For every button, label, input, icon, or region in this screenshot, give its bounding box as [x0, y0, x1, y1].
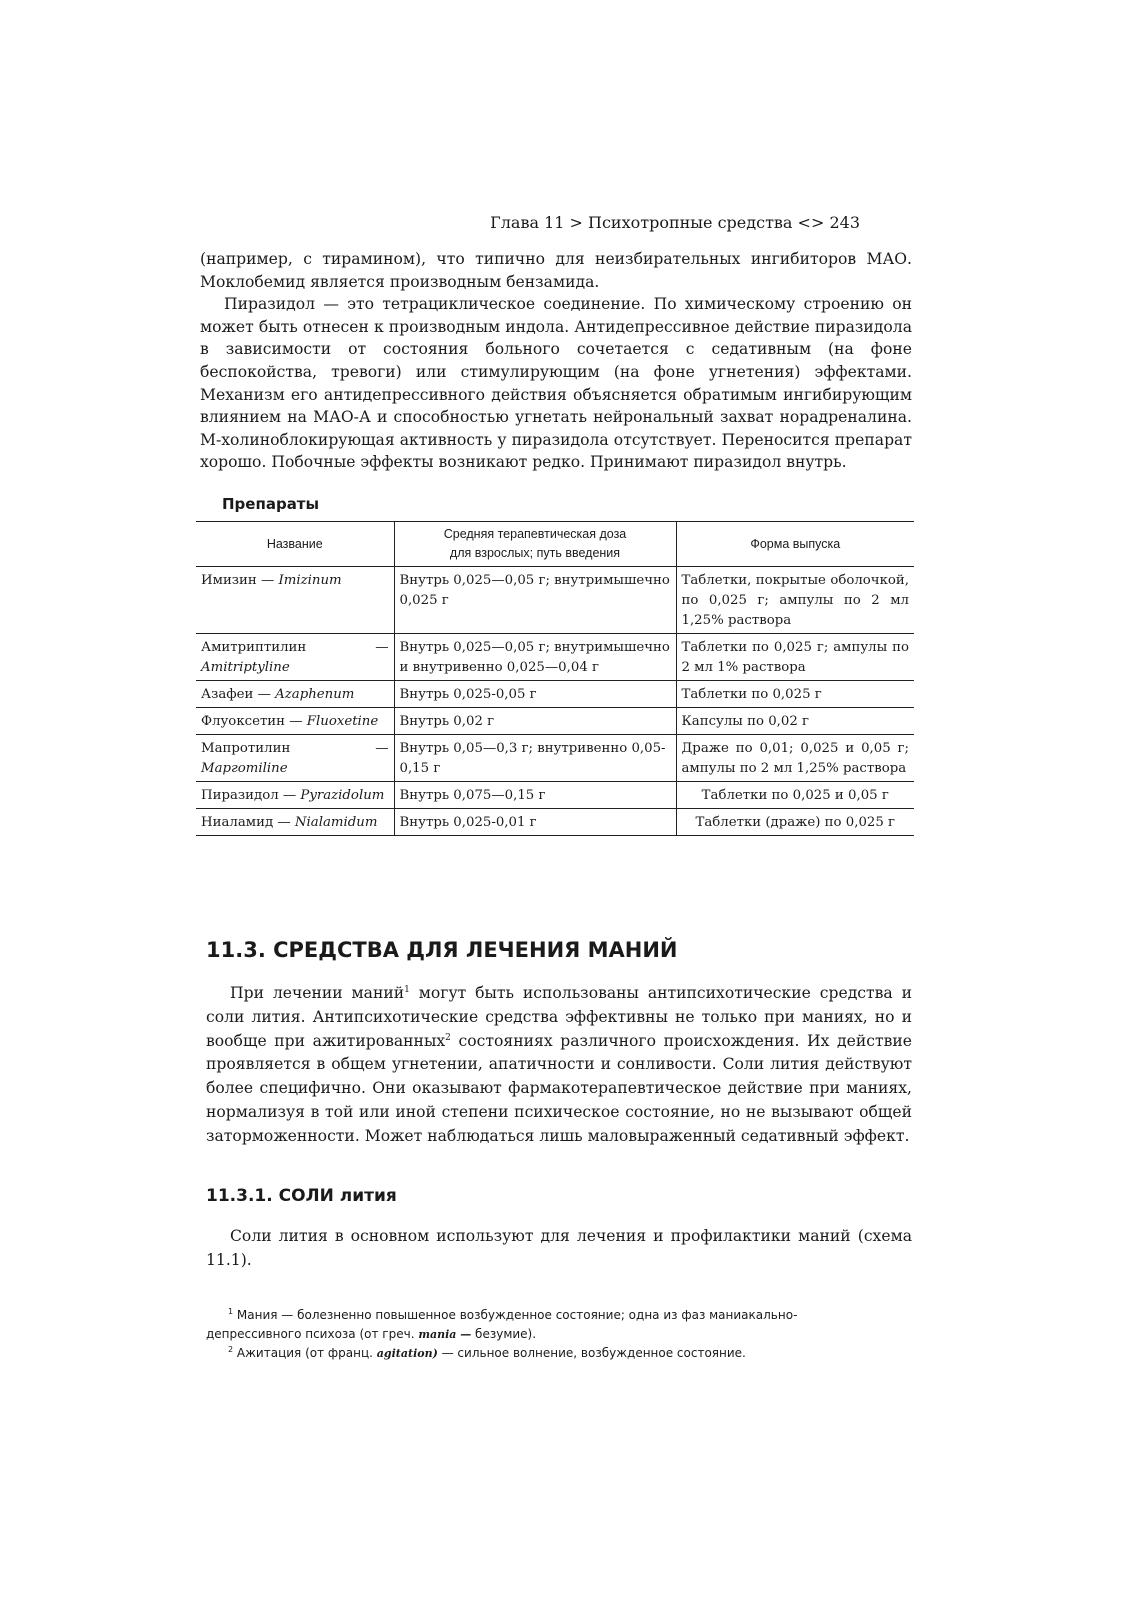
form-cell: Капсулы по 0,02 г [676, 708, 914, 735]
column-header-name: Название [196, 522, 394, 567]
table-row [196, 567, 914, 634]
form-cell: Таблетки (драже) по 0,025 г [676, 809, 914, 836]
dose-cell: Внутрь 0,02 г [394, 708, 676, 735]
table-row [196, 782, 914, 809]
paragraph: Пиразидол — это тетрациклическое соединение. По химическому строению он может быть отнесен к производным индола. Антидепрессивное действие пиразидола в зависимости от состояния больного сочетается с седативным (на фоне беспокойства, тревоги) или стимулирующим (на фоне угнетения) эффектами. Механизм его антидепрессивного действия объясняется обратимым ингибирующим влиянием на МАО-А и способностью угнетать нейрональный захват норадреналина. М-холиноблокирующая активность у пиразидола отсутствует. Переносится препарат хорошо. Побочные эффекты возникают редко. Принимают пиразидол внутрь. [200, 295, 912, 472]
paragraph: (например, с тирамином), что типично для неизбирательных ингибиторов МАО. Моклобемид является производным бензамида. [200, 250, 912, 291]
table-header-row [196, 522, 914, 567]
paragraph: Соли лития в основном используют для лечения и профилактики маний (схема 11.1). [206, 1227, 912, 1269]
table-row [196, 735, 914, 782]
dose-cell: Внутрь 0,025—0,05 г; внутримышечно и внутривенно 0,025—0,04 г [394, 634, 676, 681]
footnotes [206, 1306, 886, 1363]
form-cell: Таблетки, покрытые оболочкой, по 0,025 г; ампулы по 2 мл 1,25% раствора [676, 567, 914, 634]
subsection-text [206, 1224, 912, 1272]
form-cell: Таблетки по 0,025 г [676, 681, 914, 708]
form-cell: Таблетки по 0,025 г; ампулы по 2 мл 1% раствора [676, 634, 914, 681]
paragraph: При лечении маний$^1$ могут быть использованы антипсихотические средства и соли лития. Антипсихотические средства эффективны не только при маниях, но и вообще при ажитированных$^2$ состояниях различного происхождения. Их действие проявляется в общем угнетении, апатичности и сонливости. Соли лития действуют более специфично. Они оказывают фармакотерапевтическое действие при маниях, нормализуя в той или иной степени психическое состояние, но не вызывают общей заторможенности. Может наблюдаться лишь маловыраженный седативный эффект. [206, 984, 912, 1145]
dose-cell: Внутрь 0,025—0,05 г; внутримышечно 0,025 г [394, 567, 676, 634]
drug-name-cell: Амитриптилин — Amitriptyline [196, 634, 394, 681]
footnote: $^1$ Мания — болезненно повышенное возбужденное состояние; одна из фаз маниакально-депрессивного психоза (от греч. mania — безумие). [206, 1307, 798, 1341]
footnote-ref[interactable]: 2 [445, 1032, 451, 1043]
section-heading: 11.3. СРЕДСТВА ДЛЯ ЛЕЧЕНИЯ МАНИЙ [206, 938, 678, 962]
drug-name-cell: Мапротилин — Марготiline [196, 735, 394, 782]
drug-name-cell: Азафеи — Azaphenum [196, 681, 394, 708]
drug-name-cell: Имизин — Imizinum [196, 567, 394, 634]
footnote: $^2$ Ажитация (от франц. agitation) — сильное волнение, возбужденное состояние. [228, 1345, 746, 1360]
preparations-title: Препараты [222, 495, 320, 513]
drug-name-cell: Пиразидол — Pyrazidolum [196, 782, 394, 809]
intro-text [200, 248, 912, 474]
form-cell: Драже по 0,01; 0,025 и 0,05 г; ампулы по 2 мл 1,25% раствора [676, 735, 914, 782]
footnote-ref[interactable]: 1 [404, 984, 410, 995]
subsection-heading: 11.3.1. СОЛИ лития [206, 1186, 397, 1206]
section-text [206, 982, 912, 1149]
dose-cell: Внутрь 0,025-0,05 г [394, 681, 676, 708]
column-header-dose: Средняя терапевтическая доза для взрослых; путь введения [394, 522, 676, 567]
drug-name-cell: Ниаламид — Nialamidum [196, 809, 394, 836]
drug-name-cell: Флуоксетин — Fluoxetine [196, 708, 394, 735]
column-header-form: Форма выпуска [676, 522, 914, 567]
dose-cell: Внутрь 0,05—0,3 г; внутривенно 0,05-0,15 г [394, 735, 676, 782]
running-head: Глава 11 > Психотропные средства <> 243 [490, 213, 860, 232]
dose-cell: Внутрь 0,075—0,15 г [394, 782, 676, 809]
preparations-table [196, 521, 914, 836]
dose-cell: Внутрь 0,025-0,01 г [394, 809, 676, 836]
table-row [196, 708, 914, 735]
table-row [196, 681, 914, 708]
form-cell: Таблетки по 0,025 и 0,05 г [676, 782, 914, 809]
table-row [196, 634, 914, 681]
table-row [196, 809, 914, 836]
